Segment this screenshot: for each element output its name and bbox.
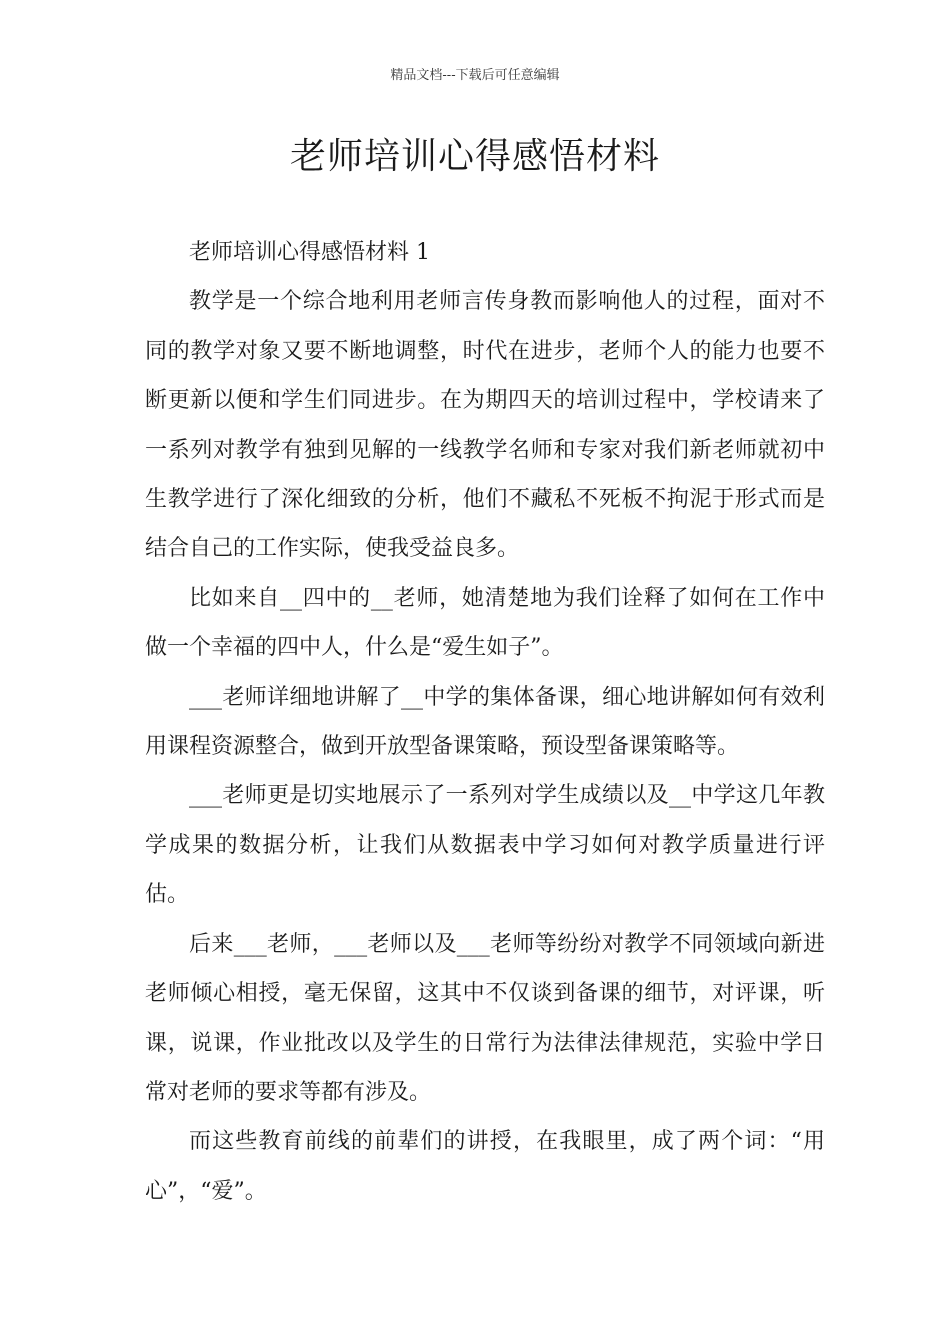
paragraph: ___老师详细地讲解了__中学的集体备课，细心地讲解如何有效利用课程资源整合，做到开放型备课策略，预设型备课策略等。 — [145, 684, 825, 760]
header-note: 精品文档---下载后可任意编辑 — [390, 68, 560, 83]
document-title: 老师培训心得感悟材料 — [289, 136, 660, 177]
paragraph: 教学是一个综合地利用老师言传身教而影响他人的过程，面对不同的教学对象又要不断地调整，时代在进步，老师个人的能力也要不断更新以便和学生们同进步。在为期四天的培训过程中，学校请来了一系列对教学有独到见解的一线教学名师和专家对我们新老师就初中生教学进行了深化细致的分析，他们不藏私不死板不拘泥于形式而是结合自己的工作实际，使我受益良多。 — [145, 289, 825, 562]
section-heading: 老师培训心得感悟材料 1 — [189, 240, 430, 265]
paragraph: ___老师更是切实地展示了一系列对学生成绩以及__中学这几年教学成果的数据分析，让我们从数据表中学习如何对教学质量进行评估。 — [145, 783, 825, 908]
paragraph: 后来___老师，___老师以及___老师等纷纷对教学不同领域向新进老师倾心相授，毫无保留，这其中不仅谈到备课的细节，对评课，听课，说课，作业批改以及学生的日常行为法律法律规范，实验中学日常对老师的要求等都有涉及。 — [145, 931, 825, 1105]
document-body — [145, 228, 825, 1216]
paragraph: 比如来自__四中的__老师，她清楚地为我们诠释了如何在工作中做一个幸福的四中人，什么是“爱生如子”。 — [145, 585, 825, 661]
paragraph: 而这些教育前线的前辈们的讲授，在我眼里，成了两个词：“用心”，“爱”。 — [145, 1129, 825, 1204]
